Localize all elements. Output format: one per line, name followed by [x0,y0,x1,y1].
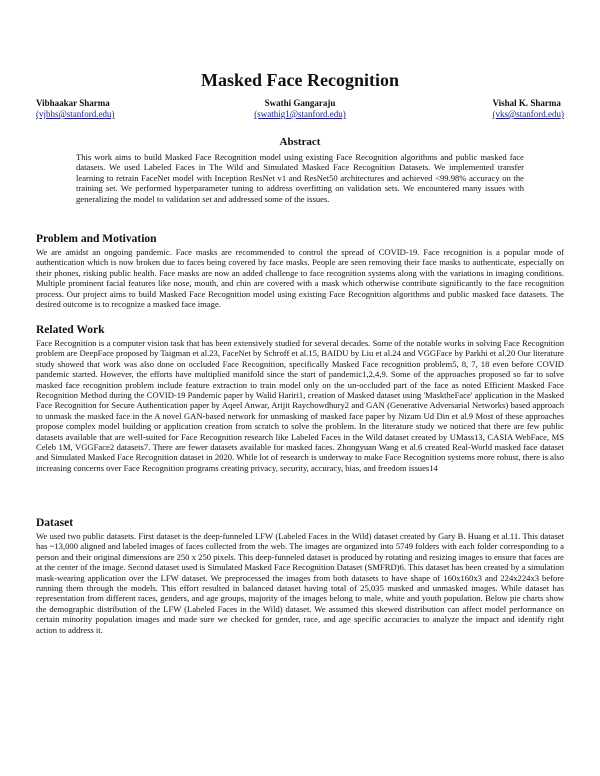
author-name: Vibhaakar Sharma [36,98,110,108]
section-heading-related-work: Related Work [36,324,105,336]
author-email-link[interactable]: (vjbhs@stanford.edu) [36,109,115,119]
author-name: Swathi Gangaraju [264,98,336,108]
section-heading-problem: Problem and Motivation [36,233,157,245]
section-body-problem: We are amidst an ongoing pandemic. Face masks are recommended to control the spread of COVID-19. Face recognition is a popular mode of authentication which is now broken due to faces being covered by face masks. People are seen removing their face masks to authenticate, especially on their phones, risking public health. Face masks are now an added challenge to face recognition systems along with the variations in imaging conditions. Multiple prominent facial features like nose, mouth, and chin are covered with a mask which otherwise contribute significantly to the face recognition process. Our project aims to build Masked Face Recognition model using existing Face Recognition algorithms and public masked face datasets. The desired outcome is to recognize a masked face image. [36,247,564,310]
section-heading-dataset: Dataset [36,517,74,529]
section-body-related-work: Face Recognition is a computer vision task that has been extensively studied for several decades. Some of the notable works in solving Face Recognition problem are DeepFace proposed by Taigman et al.23, FaceNet by Schroff et al.15, BAIDU by Liu et al.24 and VGGFace by Parkhi et al.20 Our literature study showed that work was also done on occluded Face Recognition, specifically Masked Face recognition problem5, 8, 7, 18 even before COVID pandemic started. However, the efforts have multiplied manifold since the start of pandemic1,2,4,9. Some of the approaches proposed so far to solve masked face recognition problem include feature extraction to train model only on the un-occluded part of the face as noted Efficient Masked Face Recognition Method during the COVID-19 Pandemic paper by Walid Hariri1, creation of Masked dataset using 'MasktheFace' application in the Masked Face Recognition for Secure Authentication paper by Aqeel Anwar, Arijit Raychowdhury2 and GAN (Generative Adversarial Networks) based approach to unmask the masked face in the A novel GAN-based network for unmasking of masked face paper by Nizam Ud Din et al.9 Most of these approaches propose complex model building or application creation from scratch to solve the problem. In the literature study we noticed that there are few public datasets available that are well-suited for Face Recognition research like Labeled Faces in the Wild dataset created by UMass13, CASIA WebFace, MS Celeb 1M, VGGFace2 datasets7. There are fewer datasets available for masked faces. Zhongyuan Wang et al.6 created Real-World masked face dataset and Simulated Masked Face Recognition dataset in 2020. While lot of research is underway to make Face Recognition systems more robust, there is also increasing concerns over Face Recognition programs creating privacy, security, accuracy, bias, and freedom issues14 [36,338,564,473]
section-body-dataset: We used two public datasets. First dataset is the deep-funneled LFW (Labeled Faces in the Wild) dataset created by Gary B. Huang et al.11. This dataset has ~13,000 aligned and labeled images of faces collected from the web. The images are organized into 5749 folders with each folder corresponding to a person and their original dimensions are 250 x 250 pixels. This deep-funneled dataset is produced by rotating and resizing images to ensure that faces are at the center of the image. Second dataset used is Simulated Masked Face Recognition Dataset (SMFRD)6. This dataset has been created by a simulation mask-wearing application over the LFW dataset. We preprocessed the images from both datasets to have shape of 160x160x3 and 224x224x3 before running them through the models. This effort resulted in balanced dataset having total of 25,035 masked and unmasked images. While dataset has representation from different races, genders, and age groups, majority of the images belong to male, white and youth population. Below pie charts show the demographic distribution of the LFW (Labeled Faces in the Wild) dataset. We assumed this skewed distribution can affect model performance on certain minority population images and made sure we checked for gender, race, and age specific accuracies to analyze the impact and identify right action to address it. [36,531,564,635]
abstract-body: This work aims to build Masked Face Recognition model using existing Face Recognition algorithms and public masked face datasets. We used Labeled Faces in The Wild and Simulated Masked Face Recognition Datasets. We implemented transfer learning to retrain FaceNet model with Inception ResNet v1 and ResNet50 architectures and achieved <99.98% accuracy on the training set. We performed hyperparameter tuning to address overfitting on validation sets. We encountered many issues with generalizing the model to validation set and addressed some of the issues. [76,152,524,204]
author-2 [250,98,350,120]
author-email-link[interactable]: (vks@stanford.edu) [492,109,564,119]
paper-title: Masked Face Recognition [201,70,399,90]
author-3 [492,98,564,120]
author-1 [36,98,115,120]
abstract-heading: Abstract [279,136,321,148]
author-name: Vishal K. Sharma [492,98,561,108]
author-email-link[interactable]: (swathig1@stanford.edu) [254,109,346,119]
